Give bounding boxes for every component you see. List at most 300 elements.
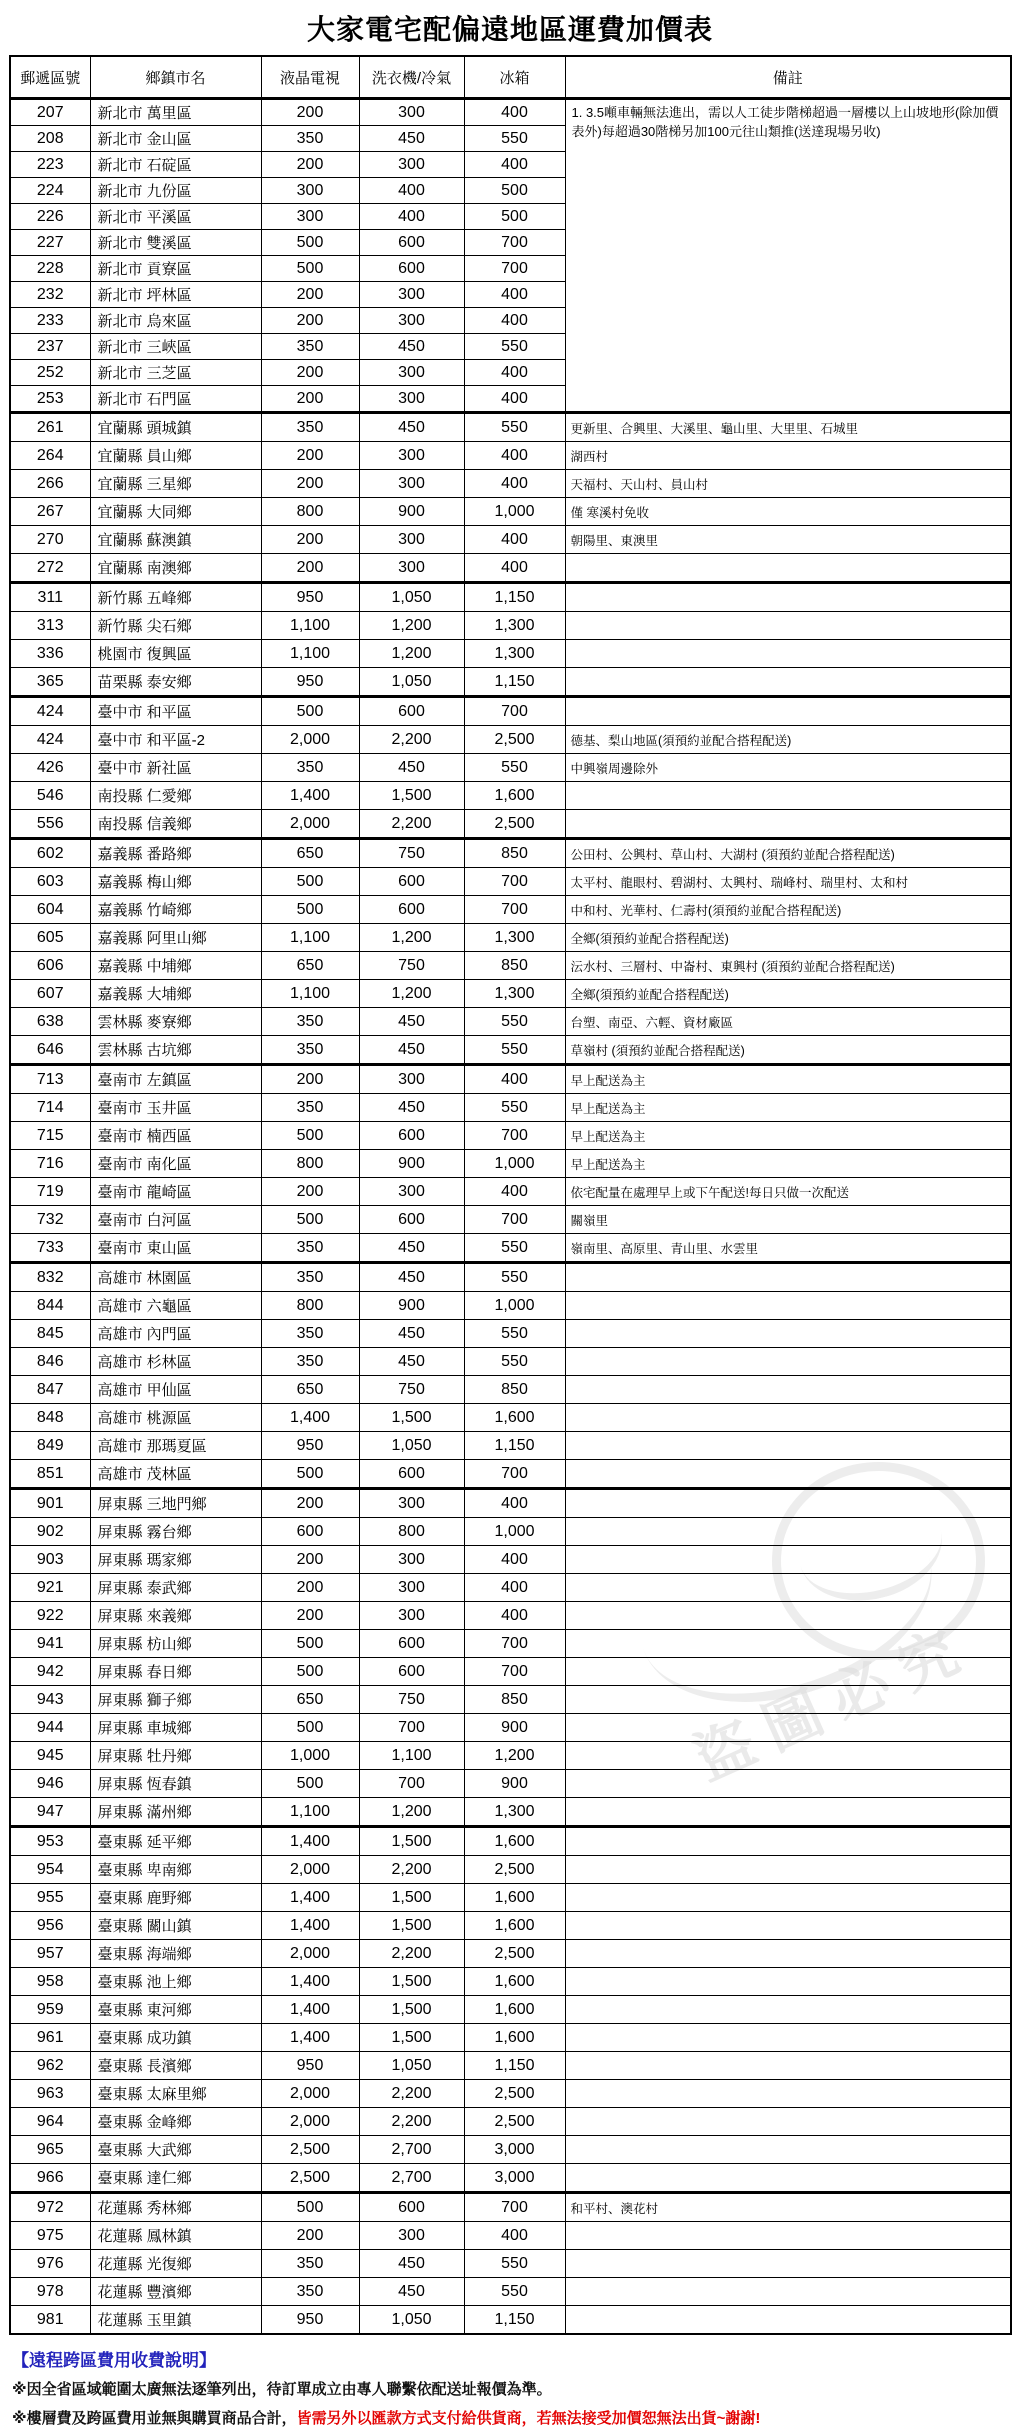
washer-fee-cell: 450 <box>359 754 464 782</box>
note-cell <box>565 1518 1011 1546</box>
washer-fee-cell: 700 <box>359 1714 464 1742</box>
fridge-fee-cell: 400 <box>464 526 565 554</box>
township-cell: 宜蘭縣 大同鄉 <box>90 498 261 526</box>
fridge-fee-cell: 700 <box>464 1206 565 1234</box>
fridge-fee-cell: 700 <box>464 868 565 896</box>
zip-cell: 954 <box>10 1856 90 1884</box>
township-cell: 臺南市 楠西區 <box>90 1122 261 1150</box>
tv-fee-cell: 800 <box>261 1150 359 1178</box>
note-cell: 早上配送為主 <box>565 1122 1011 1150</box>
township-cell: 新北市 雙溪區 <box>90 230 261 256</box>
note-cell: 公田村、公興村、草山村、大湖村 (須預約並配合搭程配送) <box>565 839 1011 868</box>
tv-fee-cell: 2,000 <box>261 1940 359 1968</box>
table-row <box>10 1658 1011 1686</box>
fridge-fee-cell: 400 <box>464 2222 565 2250</box>
fridge-fee-cell: 500 <box>464 178 565 204</box>
zip-cell: 606 <box>10 952 90 980</box>
zip-cell: 972 <box>10 2193 90 2222</box>
note-cell <box>565 1996 1011 2024</box>
tv-fee-cell: 1,100 <box>261 924 359 952</box>
fridge-fee-cell: 400 <box>464 360 565 386</box>
note-cell: 朝陽里、東澳里 <box>565 526 1011 554</box>
fridge-fee-cell: 1,600 <box>464 1912 565 1940</box>
zip-cell: 845 <box>10 1320 90 1348</box>
washer-fee-cell: 750 <box>359 952 464 980</box>
table-row <box>10 2080 1011 2108</box>
tv-fee-cell: 200 <box>261 152 359 178</box>
zip-cell: 963 <box>10 2080 90 2108</box>
washer-fee-cell: 750 <box>359 1686 464 1714</box>
fridge-fee-cell: 550 <box>464 1348 565 1376</box>
tv-fee-cell: 500 <box>261 697 359 726</box>
washer-fee-cell: 1,050 <box>359 583 464 612</box>
table-row <box>10 2108 1011 2136</box>
zip-cell: 975 <box>10 2222 90 2250</box>
township-cell: 臺東縣 鹿野鄉 <box>90 1884 261 1912</box>
township-cell: 新北市 烏來區 <box>90 308 261 334</box>
fridge-fee-cell: 1,600 <box>464 1404 565 1432</box>
note-cell <box>565 1292 1011 1320</box>
tv-fee-cell: 350 <box>261 1263 359 1292</box>
note-cell <box>565 2136 1011 2164</box>
township-cell: 南投縣 信義鄉 <box>90 810 261 839</box>
zip-cell: 966 <box>10 2164 90 2193</box>
tv-fee-cell: 1,400 <box>261 2024 359 2052</box>
fridge-fee-cell: 900 <box>464 1770 565 1798</box>
zip-cell: 607 <box>10 980 90 1008</box>
fridge-fee-cell: 1,000 <box>464 1150 565 1178</box>
township-cell: 桃園市 復興區 <box>90 640 261 668</box>
township-cell: 花蓮縣 光復鄉 <box>90 2250 261 2278</box>
township-cell: 嘉義縣 竹崎鄉 <box>90 896 261 924</box>
table-row <box>10 1546 1011 1574</box>
table-row <box>10 754 1011 782</box>
note-cell: 全鄉(須預約並配合搭程配送) <box>565 924 1011 952</box>
washer-fee-cell: 450 <box>359 1008 464 1036</box>
washer-fee-cell: 1,500 <box>359 1827 464 1856</box>
township-cell: 屏東縣 泰武鄉 <box>90 1574 261 1602</box>
township-cell: 臺中市 新社區 <box>90 754 261 782</box>
tv-fee-cell: 350 <box>261 1008 359 1036</box>
fridge-fee-cell: 400 <box>464 386 565 413</box>
tv-fee-cell: 500 <box>261 1770 359 1798</box>
table-row <box>10 726 1011 754</box>
table-row <box>10 470 1011 498</box>
washer-fee-cell: 450 <box>359 1263 464 1292</box>
washer-fee-cell: 450 <box>359 2278 464 2306</box>
tv-fee-cell: 1,400 <box>261 1404 359 1432</box>
table-row <box>10 1714 1011 1742</box>
note-cell: 早上配送為主 <box>565 1065 1011 1094</box>
zip-cell: 955 <box>10 1884 90 1912</box>
note-cell: 早上配送為主 <box>565 1094 1011 1122</box>
tv-fee-cell: 950 <box>261 1432 359 1460</box>
fridge-fee-cell: 2,500 <box>464 2108 565 2136</box>
table-row <box>10 2222 1011 2250</box>
washer-fee-cell: 1,100 <box>359 1742 464 1770</box>
township-cell: 宜蘭縣 員山鄉 <box>90 442 261 470</box>
fridge-fee-cell: 1,600 <box>464 2024 565 2052</box>
zip-cell: 604 <box>10 896 90 924</box>
zip-cell: 946 <box>10 1770 90 1798</box>
tv-fee-cell: 2,000 <box>261 1856 359 1884</box>
note-cell <box>565 1884 1011 1912</box>
fridge-fee-cell: 1,600 <box>464 1996 565 2024</box>
note-cell: 和平村、澳花村 <box>565 2193 1011 2222</box>
footer-note-2 <box>12 2407 1020 2428</box>
note-cell: 湖西村 <box>565 442 1011 470</box>
tv-fee-cell: 350 <box>261 754 359 782</box>
tv-fee-cell: 350 <box>261 1320 359 1348</box>
township-cell: 臺東縣 關山鎮 <box>90 1912 261 1940</box>
table-row <box>10 413 1011 442</box>
note-cell: 關嶺里 <box>565 1206 1011 1234</box>
tv-fee-cell: 2,000 <box>261 726 359 754</box>
township-cell: 高雄市 林園區 <box>90 1263 261 1292</box>
township-cell: 臺南市 左鎮區 <box>90 1065 261 1094</box>
fridge-fee-cell: 850 <box>464 1376 565 1404</box>
zip-cell: 264 <box>10 442 90 470</box>
table-row <box>10 1630 1011 1658</box>
table-row <box>10 640 1011 668</box>
zip-cell: 253 <box>10 386 90 413</box>
tv-fee-cell: 200 <box>261 360 359 386</box>
township-cell: 雲林縣 古坑鄉 <box>90 1036 261 1065</box>
washer-fee-cell: 300 <box>359 442 464 470</box>
washer-fee-cell: 1,500 <box>359 1884 464 1912</box>
fridge-fee-cell: 700 <box>464 230 565 256</box>
washer-fee-cell: 300 <box>359 470 464 498</box>
washer-fee-cell: 1,200 <box>359 980 464 1008</box>
fridge-fee-cell: 1,300 <box>464 640 565 668</box>
table-row <box>10 697 1011 726</box>
zip-cell: 638 <box>10 1008 90 1036</box>
fridge-fee-cell: 1,000 <box>464 498 565 526</box>
township-cell: 雲林縣 麥寮鄉 <box>90 1008 261 1036</box>
fridge-fee-cell: 1,600 <box>464 1968 565 1996</box>
tv-fee-cell: 200 <box>261 308 359 334</box>
tv-fee-cell: 200 <box>261 2222 359 2250</box>
tv-fee-cell: 200 <box>261 1574 359 1602</box>
zip-cell: 941 <box>10 1630 90 1658</box>
washer-fee-cell: 600 <box>359 896 464 924</box>
fridge-fee-cell: 1,150 <box>464 1432 565 1460</box>
township-cell: 臺東縣 池上鄉 <box>90 1968 261 1996</box>
note-cell <box>565 782 1011 810</box>
table-row <box>10 1884 1011 1912</box>
washer-fee-cell: 1,200 <box>359 1798 464 1827</box>
zip-cell: 228 <box>10 256 90 282</box>
washer-fee-cell: 2,200 <box>359 726 464 754</box>
fridge-fee-cell: 550 <box>464 1234 565 1263</box>
washer-fee-cell: 600 <box>359 1630 464 1658</box>
zip-cell: 424 <box>10 697 90 726</box>
zip-cell: 851 <box>10 1460 90 1489</box>
fridge-fee-cell: 400 <box>464 1065 565 1094</box>
washer-fee-cell: 750 <box>359 839 464 868</box>
tv-fee-cell: 800 <box>261 498 359 526</box>
zip-cell: 981 <box>10 2306 90 2335</box>
township-cell: 屏東縣 瑪家鄉 <box>90 1546 261 1574</box>
tv-fee-cell: 2,000 <box>261 810 359 839</box>
washer-fee-cell: 2,700 <box>359 2164 464 2193</box>
township-cell: 宜蘭縣 南澳鄉 <box>90 554 261 583</box>
washer-fee-cell: 450 <box>359 1320 464 1348</box>
note-cell <box>565 1460 1011 1489</box>
note-cell: 中和村、光華村、仁壽村(須預約並配合搭程配送) <box>565 896 1011 924</box>
tv-fee-cell: 1,400 <box>261 1884 359 1912</box>
table-row <box>10 583 1011 612</box>
zip-cell: 603 <box>10 868 90 896</box>
washer-fee-cell: 300 <box>359 2222 464 2250</box>
table-row <box>10 1348 1011 1376</box>
zip-cell: 715 <box>10 1122 90 1150</box>
fridge-fee-cell: 400 <box>464 1574 565 1602</box>
township-cell: 宜蘭縣 蘇澳鎮 <box>90 526 261 554</box>
washer-fee-cell: 600 <box>359 2193 464 2222</box>
fridge-fee-cell: 700 <box>464 1630 565 1658</box>
tv-fee-cell: 200 <box>261 1178 359 1206</box>
township-cell: 花蓮縣 秀林鄉 <box>90 2193 261 2222</box>
washer-fee-cell: 750 <box>359 1376 464 1404</box>
note-cell <box>565 697 1011 726</box>
washer-fee-cell: 300 <box>359 99 464 126</box>
washer-fee-cell: 2,200 <box>359 1940 464 1968</box>
washer-fee-cell: 450 <box>359 413 464 442</box>
washer-fee-cell: 450 <box>359 1036 464 1065</box>
township-cell: 臺東縣 金峰鄉 <box>90 2108 261 2136</box>
table-row <box>10 1574 1011 1602</box>
tv-fee-cell: 350 <box>261 413 359 442</box>
tv-fee-cell: 1,400 <box>261 1827 359 1856</box>
tv-fee-cell: 1,100 <box>261 612 359 640</box>
note-cell <box>565 668 1011 697</box>
fridge-fee-cell: 400 <box>464 1602 565 1630</box>
township-cell: 高雄市 杉林區 <box>90 1348 261 1376</box>
fridge-fee-cell: 550 <box>464 413 565 442</box>
zip-cell: 961 <box>10 2024 90 2052</box>
table-row <box>10 2164 1011 2193</box>
footer-heading: 【遠程跨區費用收費說明】 <box>12 2351 216 2370</box>
note-cell <box>565 1798 1011 1827</box>
note-cell <box>565 1320 1011 1348</box>
zip-cell: 226 <box>10 204 90 230</box>
zip-cell: 953 <box>10 1827 90 1856</box>
township-cell: 屏東縣 牡丹鄉 <box>90 1742 261 1770</box>
township-cell: 新北市 平溪區 <box>90 204 261 230</box>
table-row <box>10 1376 1011 1404</box>
tv-fee-cell: 1,400 <box>261 1996 359 2024</box>
township-cell: 臺中市 和平區-2 <box>90 726 261 754</box>
zip-cell: 847 <box>10 1376 90 1404</box>
fridge-fee-cell: 550 <box>464 754 565 782</box>
tv-fee-cell: 200 <box>261 442 359 470</box>
fridge-fee-cell: 550 <box>464 1263 565 1292</box>
zip-cell: 944 <box>10 1714 90 1742</box>
washer-fee-cell: 300 <box>359 386 464 413</box>
fridge-fee-cell: 850 <box>464 952 565 980</box>
zip-cell: 714 <box>10 1094 90 1122</box>
township-cell: 臺中市 和平區 <box>90 697 261 726</box>
note-cell <box>565 2164 1011 2193</box>
fridge-fee-cell: 2,500 <box>464 810 565 839</box>
washer-fee-cell: 1,200 <box>359 640 464 668</box>
table-row <box>10 1489 1011 1518</box>
township-cell: 嘉義縣 阿里山鄉 <box>90 924 261 952</box>
washer-fee-cell: 2,200 <box>359 810 464 839</box>
zip-cell: 267 <box>10 498 90 526</box>
zip-cell: 261 <box>10 413 90 442</box>
tv-fee-cell: 200 <box>261 99 359 126</box>
township-cell: 屏東縣 來義鄉 <box>90 1602 261 1630</box>
zip-cell: 848 <box>10 1404 90 1432</box>
township-cell: 屏東縣 車城鄉 <box>90 1714 261 1742</box>
zip-cell: 546 <box>10 782 90 810</box>
watermark-text: 盜圖必究 <box>685 1613 983 1793</box>
tv-fee-cell: 500 <box>261 1658 359 1686</box>
note-cell-merged: 1. 3.5噸車輛無法進出，需以人工徒步階梯超過一層樓以上山坡地形(除加價表外)每超過30階梯另加100元往山類推(送達現場另收) <box>565 99 1011 413</box>
note-cell <box>565 1574 1011 1602</box>
zip-cell: 958 <box>10 1968 90 1996</box>
note-cell <box>565 1376 1011 1404</box>
township-cell: 新竹縣 五峰鄉 <box>90 583 261 612</box>
table-row <box>10 2250 1011 2278</box>
footer-note-1: ※因全省區域範圍太廣無法逐筆列出，待訂單成立由專人聯繫依配送址報價為準。 <box>12 2381 552 2398</box>
township-cell: 新北市 坪林區 <box>90 282 261 308</box>
note-cell: 草嶺村 (須預約並配合搭程配送) <box>565 1036 1011 1065</box>
tv-fee-cell: 500 <box>261 256 359 282</box>
township-cell: 臺東縣 延平鄉 <box>90 1827 261 1856</box>
zip-cell: 232 <box>10 282 90 308</box>
township-cell: 屏東縣 三地門鄉 <box>90 1489 261 1518</box>
tv-fee-cell: 350 <box>261 1234 359 1263</box>
table-row <box>10 99 1011 126</box>
washer-fee-cell: 400 <box>359 204 464 230</box>
zip-cell: 902 <box>10 1518 90 1546</box>
county-group <box>10 413 1011 583</box>
zip-cell: 252 <box>10 360 90 386</box>
township-cell: 臺南市 玉井區 <box>90 1094 261 1122</box>
zip-cell: 976 <box>10 2250 90 2278</box>
county-group <box>10 839 1011 1065</box>
zip-cell: 719 <box>10 1178 90 1206</box>
washer-fee-cell: 300 <box>359 1178 464 1206</box>
table-row <box>10 1432 1011 1460</box>
washer-fee-cell: 1,050 <box>359 2052 464 2080</box>
zip-cell: 922 <box>10 1602 90 1630</box>
table-row <box>10 896 1011 924</box>
township-cell: 屏東縣 獅子鄉 <box>90 1686 261 1714</box>
fridge-fee-cell: 500 <box>464 204 565 230</box>
washer-fee-cell: 900 <box>359 1292 464 1320</box>
washer-fee-cell: 300 <box>359 1546 464 1574</box>
tv-fee-cell: 650 <box>261 1376 359 1404</box>
township-cell: 新竹縣 尖石鄉 <box>90 612 261 640</box>
township-cell: 嘉義縣 梅山鄉 <box>90 868 261 896</box>
zip-cell: 945 <box>10 1742 90 1770</box>
township-cell: 屏東縣 霧台鄉 <box>90 1518 261 1546</box>
table-row <box>10 612 1011 640</box>
note-cell <box>565 2024 1011 2052</box>
fridge-fee-cell: 550 <box>464 1320 565 1348</box>
zip-cell: 978 <box>10 2278 90 2306</box>
tv-fee-cell: 350 <box>261 1348 359 1376</box>
note-cell <box>565 612 1011 640</box>
table-row <box>10 1150 1011 1178</box>
washer-fee-cell: 450 <box>359 334 464 360</box>
washer-fee-cell: 450 <box>359 1234 464 1263</box>
tv-fee-cell: 500 <box>261 1122 359 1150</box>
township-cell: 南投縣 仁愛鄉 <box>90 782 261 810</box>
zip-cell: 956 <box>10 1912 90 1940</box>
zip-cell: 844 <box>10 1292 90 1320</box>
fridge-fee-cell: 850 <box>464 1686 565 1714</box>
washer-fee-cell: 1,500 <box>359 1912 464 1940</box>
col-header-township: 鄉鎮市名 <box>90 56 261 99</box>
township-cell: 高雄市 那瑪夏區 <box>90 1432 261 1460</box>
table-row <box>10 554 1011 583</box>
township-cell: 屏東縣 恆春鎮 <box>90 1770 261 1798</box>
fridge-fee-cell: 1,600 <box>464 782 565 810</box>
page-title: 大家電宅配偏遠地區運費加價表 <box>306 14 713 45</box>
zip-cell: 227 <box>10 230 90 256</box>
header-row <box>10 56 1011 99</box>
tv-fee-cell: 200 <box>261 526 359 554</box>
table-row <box>10 1996 1011 2024</box>
note-cell <box>565 640 1011 668</box>
zip-cell: 947 <box>10 1798 90 1827</box>
township-cell: 嘉義縣 中埔鄉 <box>90 952 261 980</box>
tv-fee-cell: 200 <box>261 554 359 583</box>
fee-table <box>9 55 1012 2335</box>
tv-fee-cell: 1,100 <box>261 640 359 668</box>
table-row <box>10 1940 1011 1968</box>
fridge-fee-cell: 400 <box>464 1178 565 1206</box>
washer-fee-cell: 300 <box>359 1489 464 1518</box>
note-cell <box>565 1602 1011 1630</box>
note-cell <box>565 1404 1011 1432</box>
tv-fee-cell: 500 <box>261 1206 359 1234</box>
washer-fee-cell: 300 <box>359 1065 464 1094</box>
township-cell: 臺南市 南化區 <box>90 1150 261 1178</box>
note-cell: 台塑、南亞、六輕、資材廠區 <box>565 1008 1011 1036</box>
note-cell <box>565 1489 1011 1518</box>
note-cell <box>565 1658 1011 1686</box>
township-cell: 臺東縣 達仁鄉 <box>90 2164 261 2193</box>
note-cell <box>565 554 1011 583</box>
table-row <box>10 1065 1011 1094</box>
table-row <box>10 1036 1011 1065</box>
tv-fee-cell: 500 <box>261 230 359 256</box>
washer-fee-cell: 600 <box>359 1206 464 1234</box>
tv-fee-cell: 500 <box>261 1630 359 1658</box>
washer-fee-cell: 1,050 <box>359 1432 464 1460</box>
washer-fee-cell: 1,050 <box>359 668 464 697</box>
zip-cell: 901 <box>10 1489 90 1518</box>
township-cell: 屏東縣 春日鄉 <box>90 1658 261 1686</box>
township-cell: 臺南市 東山區 <box>90 1234 261 1263</box>
note-cell <box>565 1827 1011 1856</box>
table-row <box>10 1206 1011 1234</box>
fridge-fee-cell: 700 <box>464 2193 565 2222</box>
tv-fee-cell: 800 <box>261 1292 359 1320</box>
zip-cell: 270 <box>10 526 90 554</box>
table-row <box>10 1008 1011 1036</box>
washer-fee-cell: 400 <box>359 178 464 204</box>
washer-fee-cell: 300 <box>359 1602 464 1630</box>
tv-fee-cell: 350 <box>261 334 359 360</box>
fridge-fee-cell: 1,150 <box>464 2052 565 2080</box>
